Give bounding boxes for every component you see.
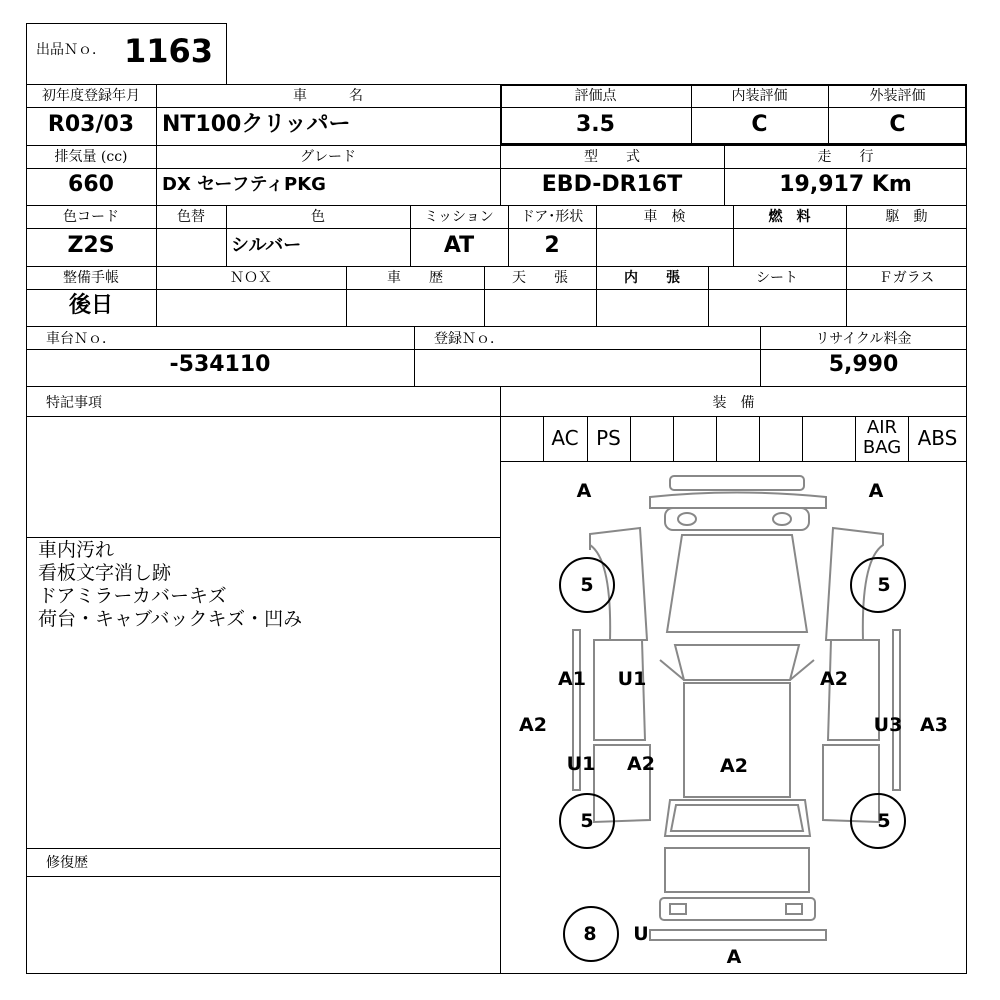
damage-mark-right-side-a: A3 <box>920 714 948 736</box>
drive-label: 駆 動 <box>885 209 928 225</box>
nox-label: ＮＯＸ <box>230 270 272 286</box>
color-code-value: Z2S <box>67 233 115 258</box>
repair-history-label: 修復歴 <box>46 855 88 871</box>
repaint-label: 色替 <box>177 209 205 225</box>
notes-label: 特記事項 <box>46 395 102 411</box>
score-label: 評価点 <box>574 88 617 104</box>
grade-label: グレード <box>300 149 356 165</box>
damage-mark-spare-tire: 8 <box>583 923 597 945</box>
equipment-ps: PS <box>596 426 621 450</box>
inspection-label: 車 検 <box>643 209 686 225</box>
exterior-value: C <box>889 112 906 137</box>
mission-value: AT <box>443 233 475 258</box>
door-value: 2 <box>544 233 560 258</box>
damage-mark-left-side: A2 <box>519 714 547 736</box>
color-code-label: 色コード <box>63 209 119 225</box>
mileage-value: 19,917 Km <box>779 172 912 197</box>
color-label: 色 <box>311 209 325 225</box>
registration-label: 登録Ｎｏ． <box>434 331 504 347</box>
mileage-label: 走 行 <box>817 149 874 165</box>
glass-label: Ｆガラス <box>878 270 935 286</box>
exterior-label: 外装評価 <box>869 88 926 104</box>
equipment-abs: ABS <box>917 426 958 450</box>
equipment-ac: AC <box>551 426 579 450</box>
notes-line: 車内汚れ <box>38 539 115 561</box>
damage-mark-rear-a: A <box>726 946 742 968</box>
notes-line: ドアミラーカバーキズ <box>38 585 227 607</box>
damage-mark-front-right: A <box>868 480 884 502</box>
recycle-label: リサイクル料金 <box>815 331 912 347</box>
displacement-value: 660 <box>68 172 114 197</box>
model-value: EBD-DR16T <box>541 172 683 197</box>
damage-mark-tire-rr: 5 <box>877 810 891 832</box>
damage-mark-tire-fl: 5 <box>580 574 594 596</box>
displacement-label: 排気量 (cc) <box>54 149 128 165</box>
damage-mark-tire-rl: 5 <box>580 810 594 832</box>
maintenance-label: 整備手帳 <box>63 270 119 286</box>
maintenance-value: 後日 <box>68 293 113 318</box>
damage-marks <box>519 480 948 968</box>
fuel-label: 燃 料 <box>768 209 811 225</box>
car-name-value: NT100クリッパー <box>162 112 351 137</box>
interior-trim-label: 内 張 <box>624 270 680 286</box>
chassis-value: -534110 <box>169 352 271 377</box>
notes-line: 看板文字消し跡 <box>38 562 172 584</box>
interior-label: 内装評価 <box>731 88 788 104</box>
damage-mark-right-door-upper: A2 <box>820 668 848 690</box>
car-name-label: 車 名 <box>293 88 363 104</box>
lot-number: 1163 <box>124 32 214 70</box>
history-label: 車 歴 <box>387 270 443 286</box>
grade-value: DX セーフティPKG <box>162 174 326 195</box>
equipment-airbag: AIR BAG <box>862 417 902 458</box>
vehicle-diagram <box>500 462 967 974</box>
first-reg-value: R03/03 <box>47 112 135 137</box>
vehicle-outline <box>573 476 900 940</box>
notes-line: 荷台・キャブバックキズ・凹み <box>38 608 303 630</box>
damage-mark-rear-u: U <box>633 923 649 945</box>
ceiling-label: 天 張 <box>512 270 568 286</box>
damage-mark-front-left: A <box>576 480 592 502</box>
color-value: シルバー <box>231 235 302 256</box>
model-label: 型 式 <box>584 149 640 165</box>
damage-mark-right-side-u: U3 <box>873 714 903 736</box>
interior-value: C <box>751 112 768 137</box>
equipment-label: 装 備 <box>712 395 755 411</box>
mission-label: ミッション <box>424 209 494 225</box>
damage-mark-cab-left: U1 <box>617 668 647 690</box>
damage-mark-tire-fr: 5 <box>877 574 891 596</box>
door-label: ドア･形状 <box>520 209 584 225</box>
damage-mark-bed-left: A2 <box>627 753 655 775</box>
lot-label: 出品Ｎｏ． <box>36 42 106 58</box>
recycle-value: 5,990 <box>828 352 899 377</box>
damage-mark-left-lower: U1 <box>566 753 596 775</box>
damage-mark-left-door-upper: A1 <box>558 668 586 690</box>
first-reg-label: 初年度登録年月 <box>42 88 140 104</box>
damage-mark-bed-center: A2 <box>720 755 748 777</box>
seat-label: シート <box>756 270 798 286</box>
score-value: 3.5 <box>576 112 615 137</box>
chassis-label: 車台Ｎｏ． <box>46 331 116 347</box>
